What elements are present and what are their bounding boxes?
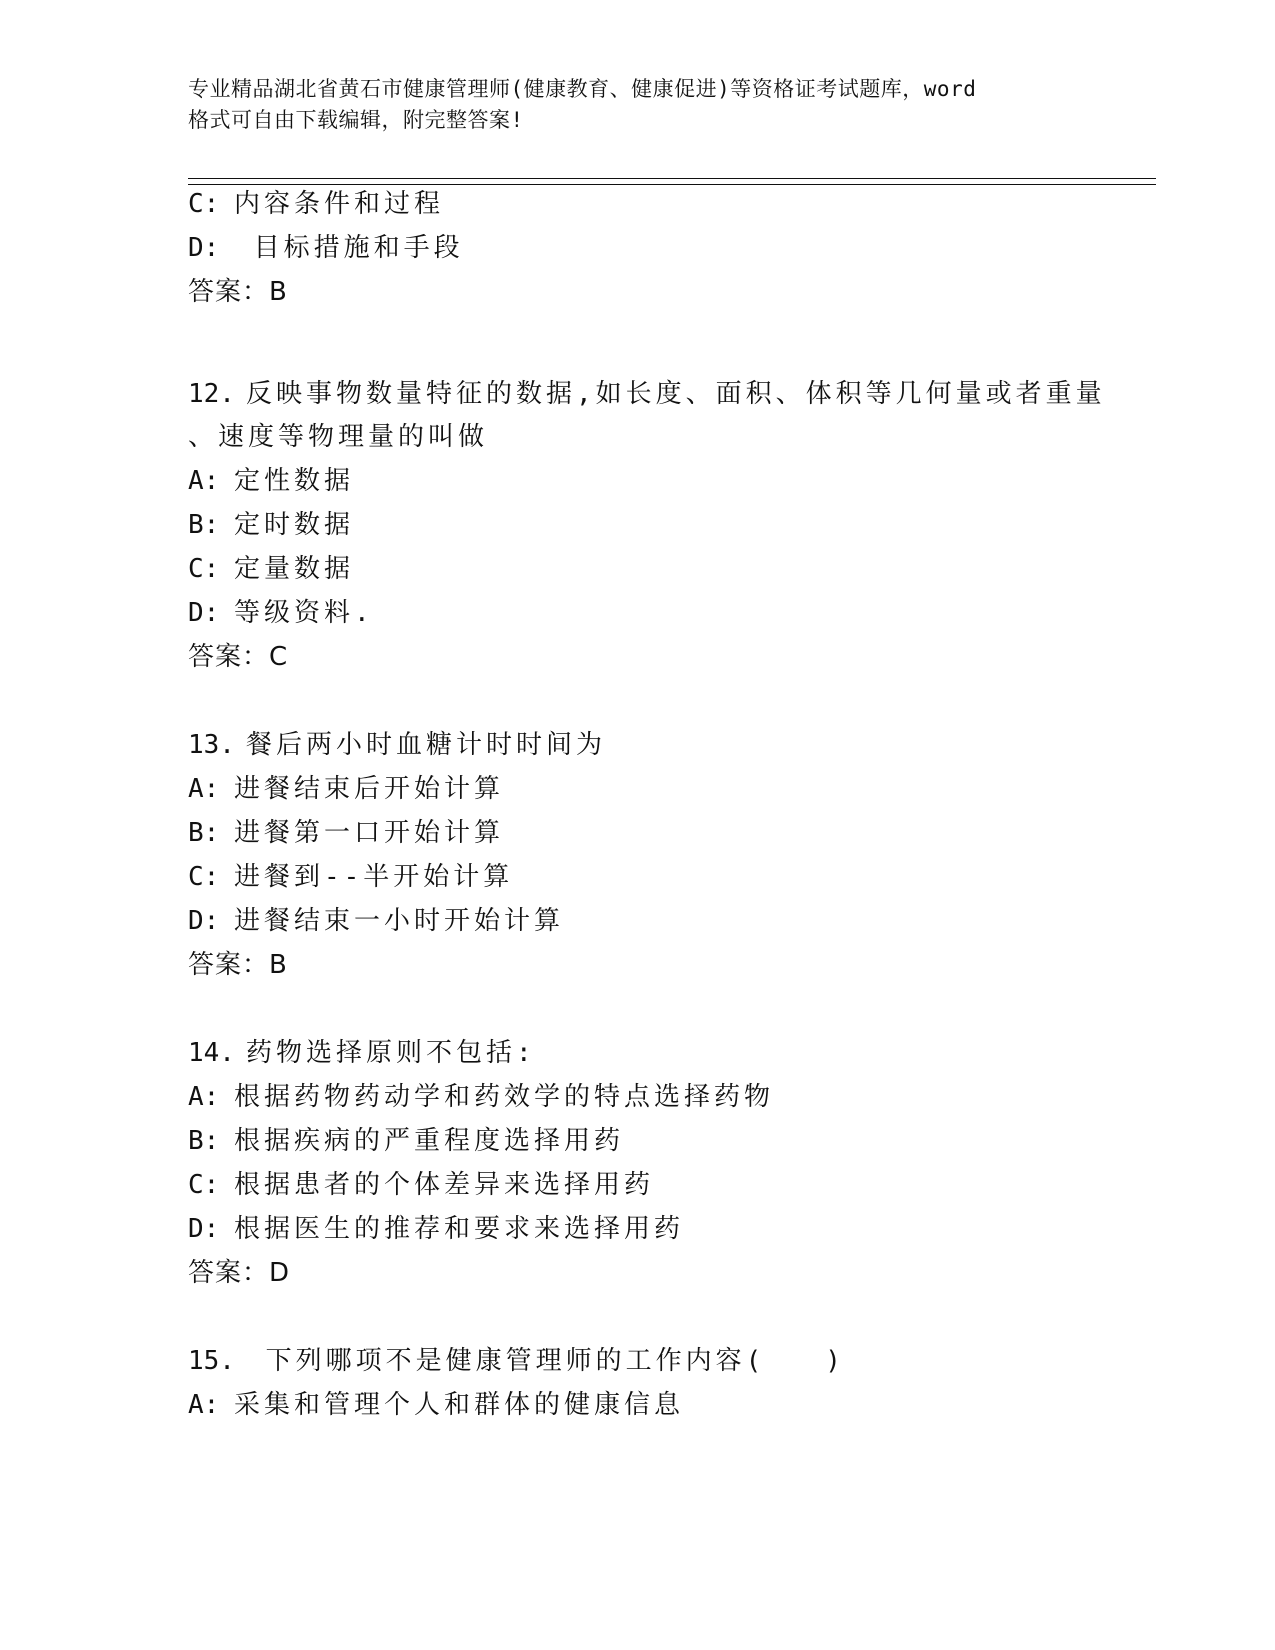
option-d: [188, 232, 464, 264]
question-13-option-a: [188, 773, 504, 805]
question-13-text: [188, 729, 606, 761]
question-12-option-b: [188, 509, 354, 541]
question-13-option-d: [188, 905, 564, 937]
question-number: 12.: [188, 379, 235, 409]
option-text: 定时数据: [234, 510, 355, 540]
option-text: 目标措施和手段: [234, 233, 464, 263]
question-12-text: [188, 378, 1106, 410]
question-text: 下列哪项不是健康管理师的工作内容( ): [246, 1346, 845, 1376]
option-text: 根据疾病的严重程度选择用药: [234, 1126, 625, 1156]
option-label: B:: [188, 818, 220, 848]
option-label: A:: [188, 466, 220, 496]
option-text: 根据医生的推荐和要求来选择用药: [234, 1214, 685, 1244]
option-text: 进餐结束一小时开始计算: [234, 906, 565, 936]
option-label: A:: [188, 1390, 220, 1420]
answer-line: 答案：B: [188, 277, 288, 307]
question-14-option-c: [188, 1169, 654, 1201]
option-label: D:: [188, 1214, 220, 1244]
option-text: 内容条件和过程: [234, 189, 445, 219]
option-label: A:: [188, 1082, 220, 1112]
question-number: 14.: [188, 1038, 235, 1068]
option-label: D:: [188, 233, 220, 263]
question-text: 餐后两小时血糖计时时间为: [246, 730, 607, 760]
option-c: [188, 188, 444, 220]
option-label: D:: [188, 598, 220, 628]
option-text: 根据药物药动学和药效学的特点选择药物: [234, 1082, 775, 1112]
question-14-option-a: [188, 1081, 774, 1113]
question-13-option-c: [188, 861, 513, 893]
question-12-option-a: [188, 465, 354, 497]
option-text: 定量数据: [234, 554, 355, 584]
option-label: C:: [188, 189, 220, 219]
question-13-option-b: [188, 817, 504, 849]
question-12-text-continued: 、速度等物理量的叫做: [188, 422, 489, 452]
header-divider-top: [188, 178, 1156, 179]
header-line-1: 专业精品湖北省黄石市健康管理师(健康教育、健康促进)等资格证考试题库，word: [188, 77, 977, 101]
document-header: [188, 74, 1088, 136]
option-text: 进餐结束后开始计算: [234, 774, 505, 804]
option-label: C:: [188, 1170, 220, 1200]
question-15-option-a: [188, 1389, 684, 1421]
question-15-text: [188, 1345, 845, 1377]
header-divider-bottom: [188, 184, 1156, 185]
option-label: C:: [188, 862, 220, 892]
question-text: 反映事物数量特征的数据,如长度、面积、体积等几何量或者重量: [246, 379, 1106, 409]
question-13-answer: 答案：B: [188, 950, 288, 980]
option-text: 定性数据: [234, 466, 355, 496]
option-text: 根据患者的个体差异来选择用药: [234, 1170, 655, 1200]
question-number: 15.: [188, 1346, 235, 1376]
question-12-option-d: [188, 597, 374, 629]
question-14-option-b: [188, 1125, 624, 1157]
header-line-2: 格式可自由下载编辑，附完整答案!: [188, 108, 524, 132]
question-14-option-d: [188, 1213, 684, 1245]
question-12-option-c: [188, 553, 354, 585]
option-text: 进餐第一口开始计算: [234, 818, 505, 848]
option-label: B:: [188, 1126, 220, 1156]
question-number: 13.: [188, 730, 235, 760]
question-14-text: [188, 1037, 536, 1069]
question-12-answer: 答案：C: [188, 642, 289, 672]
option-label: D:: [188, 906, 220, 936]
option-text: 采集和管理个人和群体的健康信息: [234, 1390, 685, 1420]
question-14-answer: 答案：D: [188, 1258, 291, 1288]
option-label: C:: [188, 554, 220, 584]
option-text: 等级资料.: [234, 598, 374, 628]
option-label: A:: [188, 774, 220, 804]
option-label: B:: [188, 510, 220, 540]
option-text: 进餐到--半开始计算: [234, 862, 514, 892]
question-text: 药物选择原则不包括:: [246, 1038, 536, 1068]
